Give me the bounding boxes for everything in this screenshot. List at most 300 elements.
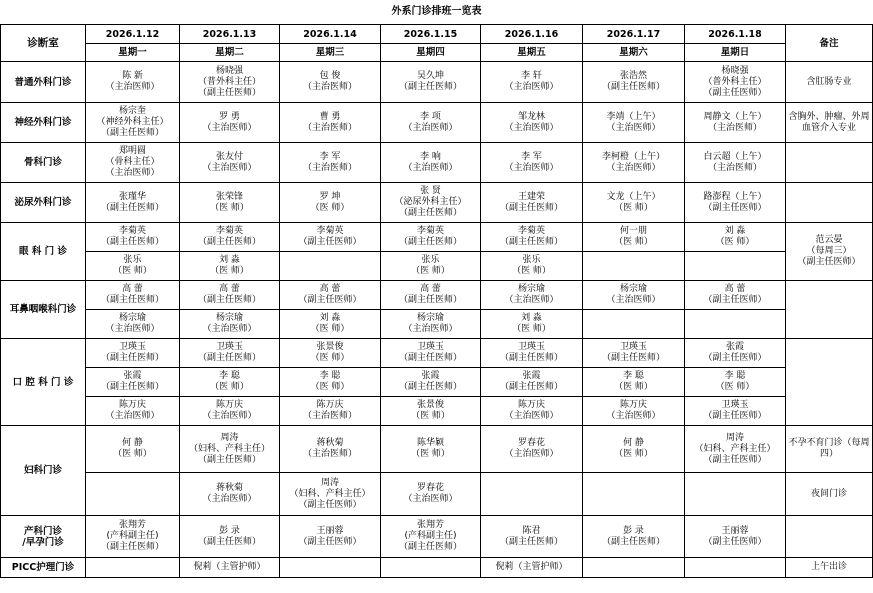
schedule-cell [685,368,786,397]
cell-line: （骨科主任） [105,157,160,167]
dept-name [1,143,86,183]
cell-line: 陈君 [522,525,541,536]
cell-line: （医 师） [512,324,551,334]
note-cell [786,473,873,516]
dept-name [1,103,86,143]
schedule-cell [381,252,481,281]
schedule-cell [685,281,786,310]
table-row [1,183,873,223]
cell-line: 李 响 [420,151,441,162]
cell-line: 杨宗瑜 [517,284,545,294]
cell-line: 泌尿外科门诊 [14,197,72,208]
schedule-cell [280,62,381,103]
schedule-cell [86,368,180,397]
cell-line: 何 静 [122,438,143,448]
cell-line: 陈万庆 [118,400,146,410]
cell-line: （医 师） [715,237,755,247]
cell-line: 倪莉（主管护师） [495,562,568,572]
table-row [1,516,873,558]
date-header [280,25,381,44]
cell-line: （普外科主任） [703,76,767,87]
schedule-cell [685,473,786,516]
date-header [481,25,583,44]
schedule-cell [86,62,180,103]
schedule-cell [481,223,583,252]
schedule-cell [180,62,280,103]
schedule-cell [685,252,786,281]
schedule-cell [280,397,381,426]
cell-line: （主治医师） [302,449,357,459]
schedule-cell [481,397,583,426]
schedule-cell [583,281,685,310]
note-header [786,25,873,62]
cell-line: （副主任医师） [197,295,261,305]
cell-line: 陈 新 [122,71,143,81]
schedule-cell [280,473,381,516]
cell-line: （每周三） [806,246,852,256]
cell-line: （医 师） [310,353,350,363]
schedule-cell [86,339,180,368]
cell-line: 陈万庆 [619,400,647,410]
dept-name [1,558,86,578]
schedule-cell [583,397,685,426]
schedule-table [0,24,873,578]
schedule-cell [583,516,685,558]
schedule-cell [381,143,481,183]
cell-line: （主治医师） [403,122,458,133]
cell-line: （医 师） [113,449,152,459]
cell-line: （主治医师） [302,82,357,92]
cell-line: （副主任医师） [197,87,261,98]
cell-line: 李 聪 [319,371,341,381]
schedule-cell [685,143,786,183]
schedule-cell [481,103,583,143]
cell-line: （主治医师） [606,122,661,133]
cell-line: （医 师） [411,266,450,276]
schedule-cell [481,62,583,103]
cell-line: 骨科门诊 [23,157,62,168]
schedule-cell [685,62,786,103]
cell-line: （妇科、产科主任） [694,443,776,454]
cell-line: 王丽蓉 [721,525,749,536]
cell-line: （副主任医师） [100,128,164,138]
cell-line: 彭 录 [219,525,240,536]
cell-line: 李菊英 [316,226,344,236]
cell-line: （副主任医师） [601,353,665,363]
cell-line: （副主任医师） [100,542,164,552]
cell-line: 陈华颖 [416,438,444,448]
dept-name [1,281,86,339]
schedule-cell [280,558,381,578]
cell-line: 李靖（上午） [606,111,661,122]
cell-line: 蒋秋菊 [316,438,344,448]
schedule-cell [86,183,180,223]
schedule-cell [685,516,786,558]
schedule-cell [280,426,381,473]
cell-line: (产科副主任) [106,531,159,541]
schedule-cell [583,339,685,368]
cell-line: （副主任医师） [398,82,462,92]
cell-line: （主治医师） [202,411,257,421]
cell-line: （主治医师） [606,162,661,173]
cell-line: 眼 科 门 诊 [19,246,67,257]
cell-line: （副主任医师） [703,353,767,363]
cell-line: 包 俊 [319,71,341,81]
schedule-cell [481,558,583,578]
cell-line: （副主任医师） [601,82,665,92]
schedule-cell [280,252,381,281]
cell-line: （医 师） [113,266,152,276]
cell-line: 李柯橙（上午） [601,151,665,162]
cell-line: 张霞 [421,371,440,381]
cell-line: （主治医师） [105,168,160,178]
schedule-cell [86,223,180,252]
schedule-cell [685,223,786,252]
cell-line: 何 静 [623,438,644,448]
cell-line: 杨晓强 [215,65,243,76]
table-row [1,473,873,516]
schedule-cell [86,310,180,339]
cell-line: （副主任医师） [398,295,462,305]
cell-line: （主治医师） [504,122,559,133]
cell-line: 王建荣 [517,191,545,202]
cell-line: （副主任医师） [100,382,164,392]
cell-line: 张荣锋 [215,191,243,202]
cell-line: 张霞 [725,342,744,352]
cell-line: （神经外科主任） [96,117,169,127]
schedule-cell [86,397,180,426]
cell-line: 范云晏 [815,235,843,245]
cell-line: 夜间门诊 [810,488,847,499]
cell-line: 李菊英 [215,226,243,236]
cell-line: 张霞 [123,371,142,381]
schedule-cell [481,368,583,397]
schedule-cell [180,223,280,252]
schedule-cell [180,426,280,473]
schedule-cell [280,339,381,368]
cell-line: （副主任医师） [703,87,767,98]
cell-line: (产科副主任) [404,531,457,541]
cell-line: 曹 勇 [319,111,341,122]
cell-line: （主治医师） [504,411,559,421]
cell-line: （主治医师） [202,324,257,334]
table-row [1,25,873,44]
weekday-header [583,44,685,62]
schedule-cell [481,183,583,223]
cell-line: 李 项 [420,111,441,122]
cell-line: （副主任医师） [298,237,362,247]
schedule-cell [381,281,481,310]
cell-line: （副主任医师） [398,542,462,552]
cell-line: 高 蕾 [420,284,441,294]
table-row [1,426,873,473]
cell-line: 2026.1.18 [708,28,762,40]
cell-line: （主治医师） [504,82,559,92]
cell-line: 李 轩 [521,71,542,81]
cell-line: 罗 坤 [319,191,341,202]
cell-line: 杨宗瑜 [416,313,444,323]
cell-line: （主治医师） [707,122,762,133]
schedule-cell [86,103,180,143]
schedule-cell [280,103,381,143]
cell-line: 李 军 [521,151,542,162]
schedule-cell [583,426,685,473]
cell-line: （主治医师） [302,162,357,173]
cell-line: （副主任医师） [197,237,261,247]
cell-line: （副主任医师） [197,454,261,465]
table-row [1,103,873,143]
cell-line: （副主任医师） [499,237,563,247]
schedule-cell [583,183,685,223]
schedule-cell [685,183,786,223]
cell-line: 李菊英 [517,226,545,236]
note-cell [786,516,873,558]
schedule-cell [86,252,180,281]
cell-line: 备注 [819,37,839,49]
schedule-cell [280,223,381,252]
note-cell [786,103,873,143]
cell-line: （副主任医师） [298,499,362,510]
table-row [1,223,873,252]
schedule-cell [280,281,381,310]
schedule-cell [381,516,481,558]
cell-line: 罗 勇 [219,111,240,122]
cell-line: （医 师） [614,449,653,459]
schedule-cell [280,368,381,397]
schedule-cell [381,62,481,103]
schedule-cell [685,426,786,473]
cell-line: 星期四 [416,47,445,58]
cell-line: 产科门诊 [23,525,62,537]
note-cell [786,281,873,339]
cell-line: 杨宗瑜 [118,313,146,323]
schedule-cell [583,223,685,252]
note-cell [786,183,873,223]
cell-line: 2026.1.16 [504,28,559,40]
schedule-cell [180,143,280,183]
schedule-cell [180,252,280,281]
cell-line: （副主任医师） [100,353,164,363]
cell-line: （医 师） [614,202,653,213]
weekday-header [280,44,381,62]
weekday-header [180,44,280,62]
cell-line: 高 蕾 [219,284,240,294]
table-row [1,44,873,62]
cell-line: 刘 淼 [521,313,542,323]
dept-name [1,516,86,558]
schedule-cell [583,310,685,339]
schedule-cell [180,558,280,578]
cell-line: 含胸外、肿瘤、外周血管介入专业 [788,111,870,133]
note-cell [786,223,873,281]
cell-line: 妇科门诊 [23,465,62,476]
cell-line: 李 聪 [623,371,644,381]
date-header [86,25,180,44]
cell-line: （副主任医师） [298,295,362,305]
schedule-cell [481,339,583,368]
cell-line: （副主任医师） [703,295,767,305]
cell-line: （副主任医师） [100,295,164,305]
table-row [1,368,873,397]
weekday-header [481,44,583,62]
schedule-cell [481,281,583,310]
cell-line: （副主任医师） [398,382,462,392]
cell-line: 白云超（上午） [703,151,767,162]
cell-line: （主治医师） [105,411,160,421]
cell-line: 张翔芳 [118,520,146,530]
schedule-cell [180,516,280,558]
cell-line: （主治医师） [105,324,160,334]
cell-line: （主治医师） [504,162,559,173]
schedule-cell [583,368,685,397]
schedule-cell [381,426,481,473]
schedule-cell [86,473,180,516]
cell-line: （副主任医师） [703,411,767,421]
cell-line: （副主任医师） [703,454,767,465]
cell-line: （主治医师） [504,449,559,459]
schedule-cell [180,183,280,223]
schedule-cell [180,310,280,339]
cell-line: 口 腔 科 门 诊 [12,376,74,388]
cell-line: 张瑾华 [118,191,146,202]
cell-line: 张乐 [522,255,541,265]
cell-line: 张景俊 [416,400,444,410]
cell-line: 张友付 [215,151,243,162]
cell-line: 高 蕾 [122,284,143,294]
cell-line: 文龙（上午） [606,191,661,202]
cell-line: 邹龙林 [517,111,545,122]
cell-line: 郑明圆 [118,146,146,156]
cell-line: 罗春花 [517,438,545,448]
cell-line: 杨宗奎 [118,106,146,116]
cell-line: 含肛肠专业 [806,76,852,87]
cell-line: 2026.1.17 [606,28,661,40]
cell-line: 陈万庆 [517,400,545,410]
dept-name [1,426,86,516]
cell-line: 张翔芳 [416,520,444,530]
cell-line: 卫瑛玉 [215,342,243,352]
schedule-cell [280,310,381,339]
schedule-cell [381,368,481,397]
schedule-cell [180,368,280,397]
schedule-cell [481,426,583,473]
cell-line: 星期三 [315,47,345,58]
cell-line: 蒋秋菊 [215,483,243,493]
cell-line: （医 师） [411,411,450,421]
schedule-cell [180,103,280,143]
schedule-cell [481,252,583,281]
table-row [1,397,873,426]
cell-line: 罗春花 [416,483,444,493]
schedule-cell [86,143,180,183]
cell-line: 普通外科门诊 [14,76,72,88]
schedule-cell [280,516,381,558]
cell-line: （医 师） [411,449,450,459]
cell-line: （医 师） [210,382,249,392]
schedule-cell [481,473,583,516]
cell-line: （主治医师） [707,162,762,173]
cell-line: 星期一 [118,47,147,58]
schedule-cell [583,252,685,281]
cell-line: 陈万庆 [316,400,344,410]
cell-line: （医 师） [310,324,350,334]
cell-line: 王丽蓉 [316,525,344,536]
schedule-cell [685,397,786,426]
cell-line: 彭 录 [623,525,644,536]
cell-line: （副主任医师） [398,237,462,247]
cell-line: （副主任医师） [703,202,767,213]
schedule-cell [381,223,481,252]
cell-line: 高 蕾 [319,284,341,294]
note-cell [786,339,873,426]
cell-line: 卫瑛玉 [721,400,749,410]
cell-line: （主治医师） [302,411,357,421]
cell-line: 卫瑛玉 [118,342,146,352]
cell-line: 卫瑛玉 [517,342,545,352]
cell-line: （妇科、产科主任） [188,443,270,454]
cell-line: （普外科主任） [197,76,261,87]
cell-line: 吴久坤 [416,71,444,81]
cell-line: 不孕不育门诊（每周四） [788,438,870,459]
dept-name [1,183,86,223]
cell-line: 2026.1.13 [202,28,257,40]
schedule-cell [180,281,280,310]
schedule-cell [685,558,786,578]
cell-line: （医 师） [310,382,350,392]
schedule-cell [86,426,180,473]
cell-line: 刘 淼 [219,255,240,265]
cell-line: 张景俊 [316,342,344,352]
cell-line: 周涛 [320,477,339,488]
cell-line: 张 贤 [420,186,441,196]
cell-line: 刘 淼 [724,226,746,236]
cell-line: （副主任医师） [499,353,563,363]
cell-line: 何一朋 [619,226,647,236]
cell-line: 诊断室 [27,36,59,49]
cell-line: 杨宗瑜 [215,313,243,323]
cell-line: 卫瑛玉 [619,342,647,352]
cell-line: （妇科、产科主任） [289,488,371,499]
cell-line: （副主任医师） [100,237,164,247]
cell-line: （主治医师） [202,122,257,133]
cell-line: （主治医师） [403,324,458,334]
schedule-cell [381,103,481,143]
cell-line: 周静文（上午） [703,111,767,122]
cell-line: 杨晓强 [721,65,749,76]
cell-line: （主治医师） [606,411,661,421]
cell-line: （主治医师） [403,494,458,504]
date-header [685,25,786,44]
schedule-cell [180,339,280,368]
cell-line: 星期六 [619,47,648,58]
schedule-cell [86,558,180,578]
cell-line: 张浩然 [619,71,647,81]
weekday-header [86,44,180,62]
cell-line: （主治医师） [202,162,257,173]
cell-line: 张霞 [522,371,541,381]
cell-line: 卫瑛玉 [416,342,444,352]
cell-line: 2026.1.14 [303,28,357,40]
schedule-cell [685,103,786,143]
schedule-cell [583,103,685,143]
table-row [1,281,873,310]
cell-line: （主治医师） [504,295,559,305]
cell-line: （副主任医师） [298,536,362,547]
cell-line: （医 师） [614,382,653,392]
schedule-cell [381,183,481,223]
weekday-header [685,44,786,62]
date-header [583,25,685,44]
